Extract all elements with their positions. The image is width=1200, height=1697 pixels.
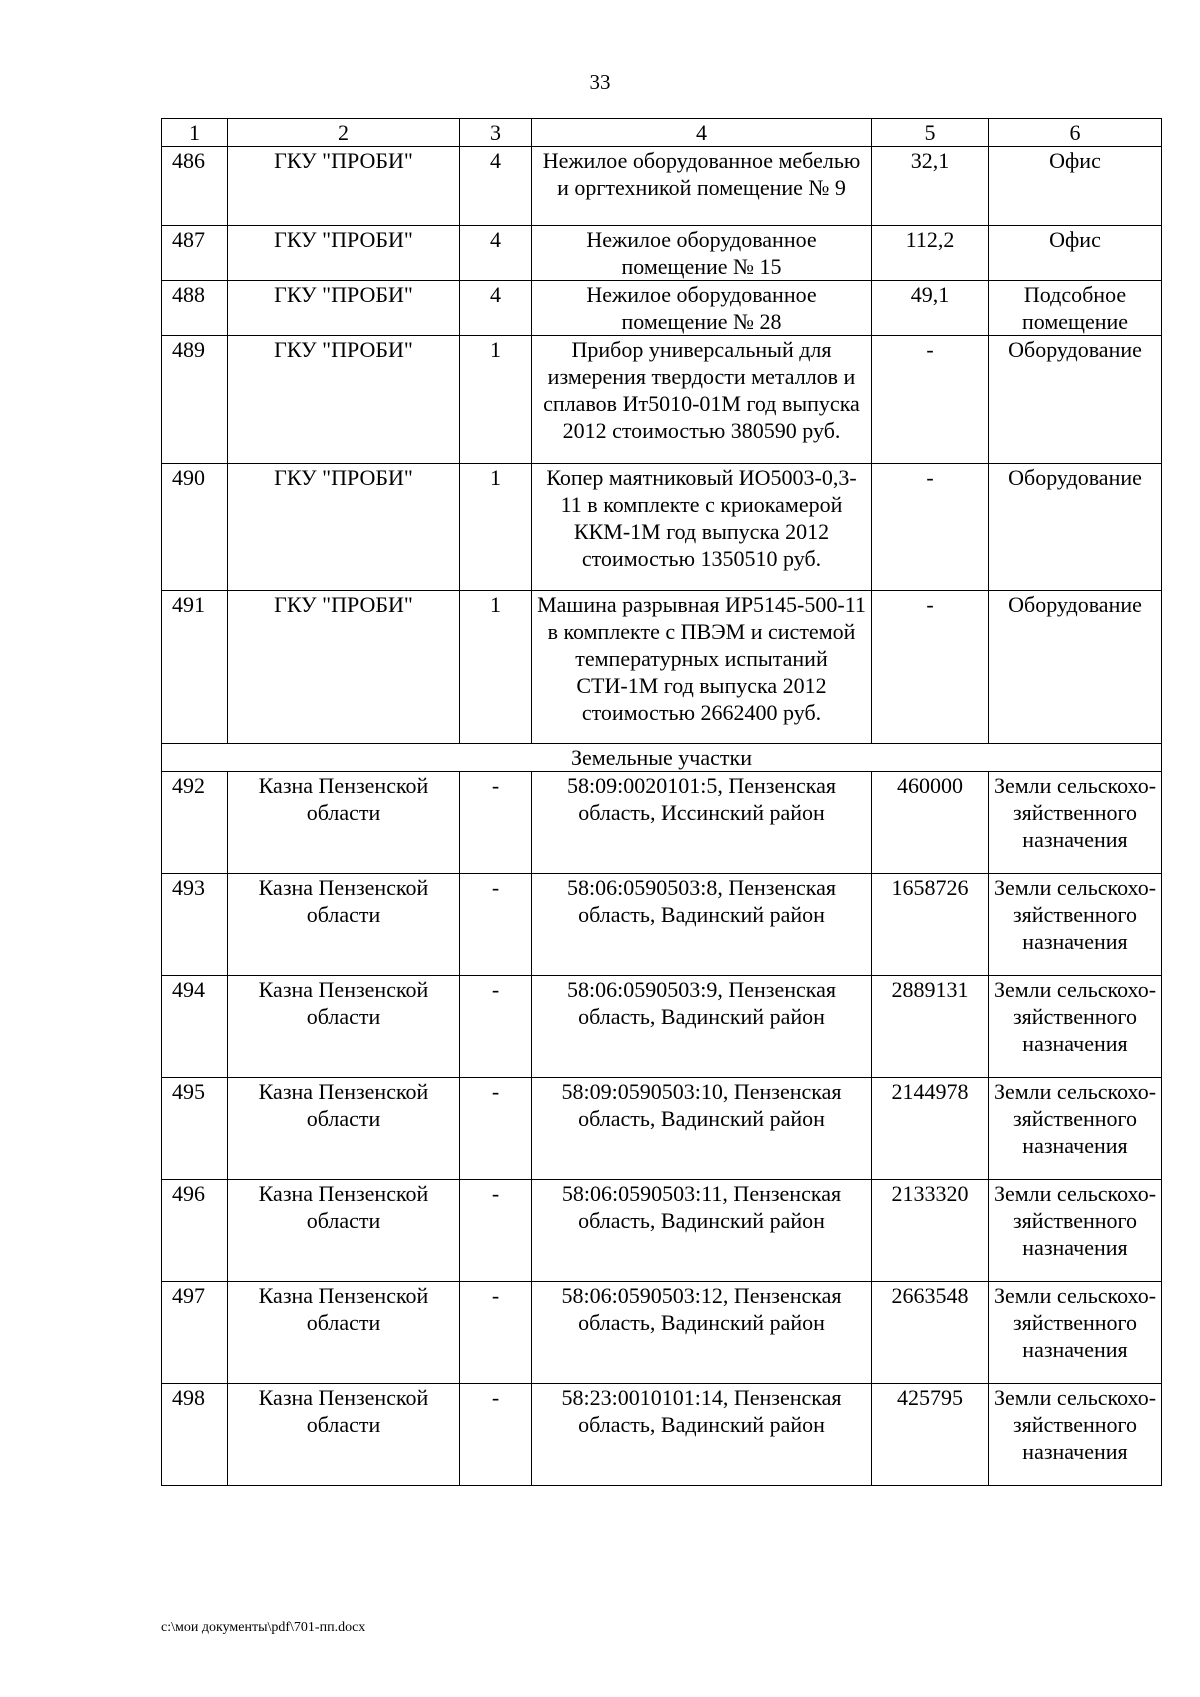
value-cell: 1658726 bbox=[872, 874, 989, 976]
table-row bbox=[162, 1180, 1162, 1282]
section-header-row bbox=[162, 744, 1162, 772]
row-number: 498 bbox=[162, 1384, 228, 1486]
object-name-cell: Машина разрывная ИР5145-500-11 в комплекте с ПВЭМ и системой температурных испытаний СТИ-1М год выпуска 2012 стоимостью 2662400 руб. bbox=[532, 591, 872, 744]
object-name-cell: Нежилое оборудованное помещение № 28 bbox=[532, 281, 872, 336]
object-name-cell: Нежилое оборудованное помещение № 15 bbox=[532, 226, 872, 281]
holder-cell: Казна Пензенской области bbox=[228, 1078, 460, 1180]
row-number: 494 bbox=[162, 976, 228, 1078]
holder-cell: Казна Пензенской области bbox=[228, 1282, 460, 1384]
object-name-cell: 58:09:0020101:5, Пензенская область, Иссинский район bbox=[532, 772, 872, 874]
row-number: 493 bbox=[162, 874, 228, 976]
quantity-cell: - bbox=[460, 976, 532, 1078]
row-number: 489 bbox=[162, 336, 228, 464]
purpose-cell: Земли сельскохо-зяйственного назначения bbox=[989, 1078, 1162, 1180]
value-cell: - bbox=[872, 464, 989, 591]
purpose-cell: Земли сельскохо-зяйственного назначения bbox=[989, 1282, 1162, 1384]
column-number-row bbox=[162, 119, 1162, 147]
purpose-cell: Оборудование bbox=[989, 464, 1162, 591]
quantity-cell: 1 bbox=[460, 591, 532, 744]
object-name-cell: Нежилое оборудованное мебелью и оргтехникой помещение № 9 bbox=[532, 147, 872, 226]
table-row bbox=[162, 591, 1162, 744]
land-plot-rows bbox=[162, 772, 1162, 1486]
property-register-table bbox=[161, 118, 1162, 1486]
object-name-cell: 58:06:0590503:8, Пензенская область, Вадинский район bbox=[532, 874, 872, 976]
table-row bbox=[162, 281, 1162, 336]
holder-cell: ГКУ "ПРОБИ" bbox=[228, 147, 460, 226]
value-cell: 2663548 bbox=[872, 1282, 989, 1384]
object-name-cell: 58:06:0590503:11, Пензенская область, Вадинский район bbox=[532, 1180, 872, 1282]
row-number: 497 bbox=[162, 1282, 228, 1384]
value-cell: 460000 bbox=[872, 772, 989, 874]
quantity-cell: - bbox=[460, 1384, 532, 1486]
purpose-cell: Офис bbox=[989, 226, 1162, 281]
row-number: 492 bbox=[162, 772, 228, 874]
object-name-cell: 58:09:0590503:10, Пензенская область, Вадинский район bbox=[532, 1078, 872, 1180]
table-row bbox=[162, 1078, 1162, 1180]
quantity-cell: 4 bbox=[460, 147, 532, 226]
row-number: 488 bbox=[162, 281, 228, 336]
table-row bbox=[162, 772, 1162, 874]
table-row bbox=[162, 226, 1162, 281]
value-cell: 425795 bbox=[872, 1384, 989, 1486]
table-row bbox=[162, 147, 1162, 226]
purpose-cell: Земли сельскохо-зяйственного назначения bbox=[989, 1180, 1162, 1282]
quantity-cell: - bbox=[460, 1078, 532, 1180]
value-cell: - bbox=[872, 591, 989, 744]
value-cell: 2133320 bbox=[872, 1180, 989, 1282]
table-row bbox=[162, 1384, 1162, 1486]
holder-cell: Казна Пензенской области bbox=[228, 976, 460, 1078]
column-number: 6 bbox=[989, 119, 1162, 147]
purpose-cell: Оборудование bbox=[989, 336, 1162, 464]
holder-cell: Казна Пензенской области bbox=[228, 874, 460, 976]
purpose-cell: Подсобное помещение bbox=[989, 281, 1162, 336]
holder-cell: ГКУ "ПРОБИ" bbox=[228, 464, 460, 591]
table-row bbox=[162, 1282, 1162, 1384]
row-number: 495 bbox=[162, 1078, 228, 1180]
table-row bbox=[162, 976, 1162, 1078]
holder-cell: ГКУ "ПРОБИ" bbox=[228, 226, 460, 281]
column-number: 1 bbox=[162, 119, 228, 147]
purpose-cell: Земли сельскохо-зяйственного назначения bbox=[989, 1384, 1162, 1486]
holder-cell: ГКУ "ПРОБИ" bbox=[228, 281, 460, 336]
section-title: Земельные участки bbox=[162, 744, 1162, 772]
object-name-cell: 58:06:0590503:12, Пензенская область, Вадинский район bbox=[532, 1282, 872, 1384]
holder-cell: ГКУ "ПРОБИ" bbox=[228, 336, 460, 464]
file-path-footer: c:\мои документы\pdf\701-пп.docx bbox=[161, 1620, 366, 1635]
quantity-cell: 4 bbox=[460, 226, 532, 281]
holder-cell: Казна Пензенской области bbox=[228, 1384, 460, 1486]
quantity-cell: - bbox=[460, 772, 532, 874]
holder-cell: Казна Пензенской области bbox=[228, 1180, 460, 1282]
purpose-cell: Земли сельскохо-зяйственного назначения bbox=[989, 976, 1162, 1078]
object-name-cell: 58:23:0010101:14, Пензенская область, Вадинский район bbox=[532, 1384, 872, 1486]
object-name-cell: Копер маятниковый ИО5003-0,3-11 в комплекте с криокамерой ККМ-1М год выпуска 2012 стоимостью 1350510 руб. bbox=[532, 464, 872, 591]
column-number: 5 bbox=[872, 119, 989, 147]
quantity-cell: - bbox=[460, 1282, 532, 1384]
value-cell: 2144978 bbox=[872, 1078, 989, 1180]
object-name-cell: 58:06:0590503:9, Пензенская область, Вадинский район bbox=[532, 976, 872, 1078]
quantity-cell: - bbox=[460, 874, 532, 976]
value-cell: 32,1 bbox=[872, 147, 989, 226]
row-number: 490 bbox=[162, 464, 228, 591]
equipment-rows bbox=[162, 147, 1162, 744]
quantity-cell: 1 bbox=[460, 464, 532, 591]
quantity-cell: - bbox=[460, 1180, 532, 1282]
quantity-cell: 1 bbox=[460, 336, 532, 464]
value-cell: 49,1 bbox=[872, 281, 989, 336]
row-number: 496 bbox=[162, 1180, 228, 1282]
holder-cell: Казна Пензенской области bbox=[228, 772, 460, 874]
row-number: 486 bbox=[162, 147, 228, 226]
table-row bbox=[162, 464, 1162, 591]
holder-cell: ГКУ "ПРОБИ" bbox=[228, 591, 460, 744]
row-number: 491 bbox=[162, 591, 228, 744]
value-cell: 2889131 bbox=[872, 976, 989, 1078]
page-number: 33 bbox=[589, 70, 611, 94]
column-number: 2 bbox=[228, 119, 460, 147]
purpose-cell: Офис bbox=[989, 147, 1162, 226]
column-number: 4 bbox=[532, 119, 872, 147]
purpose-cell: Земли сельскохо-зяйственного назначения bbox=[989, 874, 1162, 976]
table-row bbox=[162, 874, 1162, 976]
purpose-cell: Оборудование bbox=[989, 591, 1162, 744]
quantity-cell: 4 bbox=[460, 281, 532, 336]
purpose-cell: Земли сельскохо-зяйственного назначения bbox=[989, 772, 1162, 874]
row-number: 487 bbox=[162, 226, 228, 281]
column-number: 3 bbox=[460, 119, 532, 147]
object-name-cell: Прибор универсальный для измерения твердости металлов и сплавов Ит5010-01М год выпуска 2012 стоимостью 380590 руб. bbox=[532, 336, 872, 464]
table-row bbox=[162, 336, 1162, 464]
value-cell: - bbox=[872, 336, 989, 464]
value-cell: 112,2 bbox=[872, 226, 989, 281]
